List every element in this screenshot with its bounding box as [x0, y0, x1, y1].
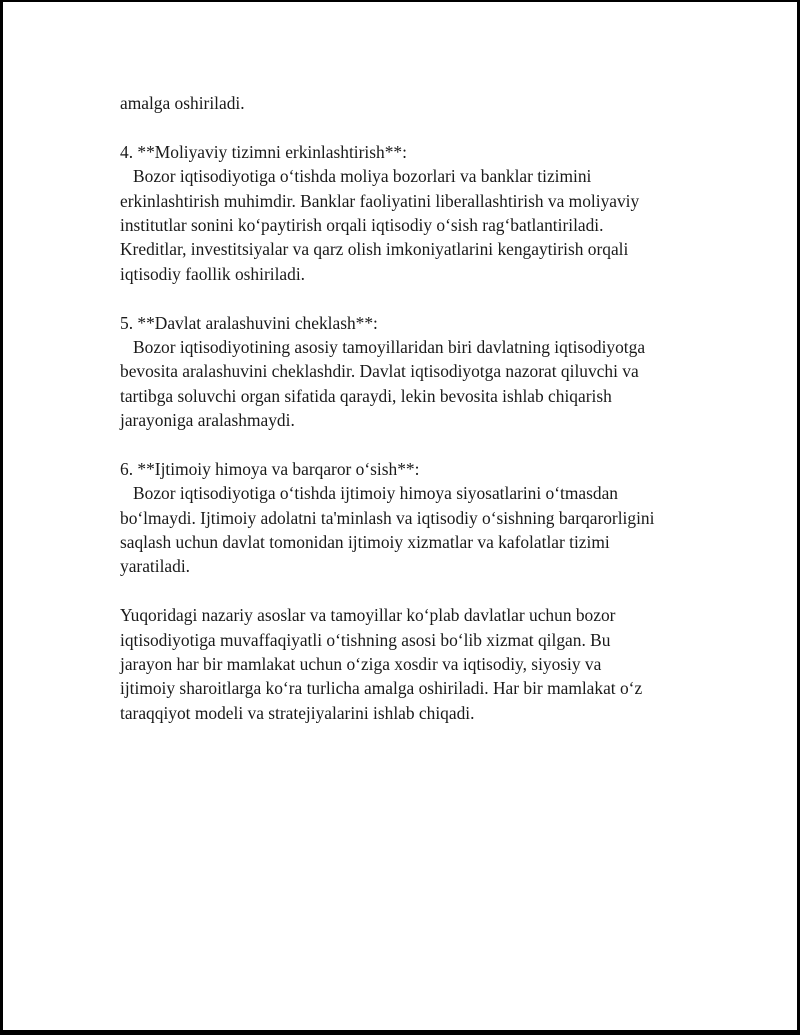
section-6-line-1: Bozor iqtisodiyotiga o‘tishda ijtimoiy himoya siyosatlarini o‘tmasdan [120, 483, 618, 504]
intro-tail-line: amalga oshiriladi. [120, 93, 245, 113]
paragraph-gap [120, 432, 720, 456]
section-4-line-3: institutlar sonini ko‘paytirish orqali iqtisodiy o‘sish rag‘batlantiriladi. [120, 214, 604, 235]
conclusion-line-1: Yuqoridagi nazariy asoslar va tamoyillar ko‘plab davlatlar uchun bozor [120, 605, 616, 626]
section-6-line-4: yaratiladi. [120, 556, 191, 577]
section-6-line-2: bo‘lmaydi. Ijtimoiy adolatni ta'minlash va iqtisodiy o‘sishning barqarorligini [120, 507, 655, 528]
section-4-heading: 4. **Moliyaviy tizimni erkinlashtirish**: [120, 141, 407, 162]
section-4-line-5: iqtisodiy faollik oshiriladi. [120, 263, 306, 284]
conclusion-line-2: iqtisodiyotiga muvaffaqiyatli o‘tishning asosi bo‘lib xizmat qilgan. Bu [120, 629, 611, 650]
paragraph-gap [120, 579, 720, 603]
section-5-heading: 5. **Davlat aralashuvini cheklash**: [120, 312, 378, 333]
section-4-line-2: erkinlashtirish muhimdir. Banklar faoliyatini liberallashtirish va moliyaviy [120, 190, 640, 211]
section-6-line-3: saqlash uchun davlat tomonidan ijtimoiy xizmatlar va kafolatlar tizimi [120, 532, 610, 553]
conclusion-line-4: ijtimoiy sharoitlarga ko‘ra turlicha amalga oshiriladi. Har bir mamlakat o‘z [120, 678, 643, 699]
section-6-heading: 6. **Ijtimoiy himoya va barqaror o‘sish**: [120, 458, 420, 479]
section-5-line-1: Bozor iqtisodiyotining asosiy tamoyillaridan biri davlatning iqtisodiyotga [120, 336, 646, 357]
section-4-line-4: Kreditlar, investitsiyalar va qarz olish imkoniyatlarini kengaytirish orqali [120, 239, 629, 260]
conclusion-line-5: taraqqiyot modeli va stratejiyalarini ishlab chiqadi. [120, 702, 475, 723]
paragraph-gap [120, 286, 720, 310]
section-5-line-3: tartibga soluvchi organ sifatida qaraydi, lekin bevosita ishlab chiqarish [120, 385, 612, 406]
section-5-line-2: bevosita aralashuvini cheklashdir. Davlat iqtisodiyotga nazorat qiluvchi va [120, 361, 639, 382]
document-body [120, 91, 720, 725]
paragraph-gap [120, 115, 720, 139]
conclusion-line-3: jarayon har bir mamlakat uchun o‘ziga xosdir va iqtisodiy, siyosiy va [120, 653, 602, 674]
section-5-line-4: jarayoniga aralashmaydi. [120, 410, 295, 431]
section-4-line-1: Bozor iqtisodiyotiga o‘tishda moliya bozorlari va banklar tizimini [120, 166, 592, 187]
